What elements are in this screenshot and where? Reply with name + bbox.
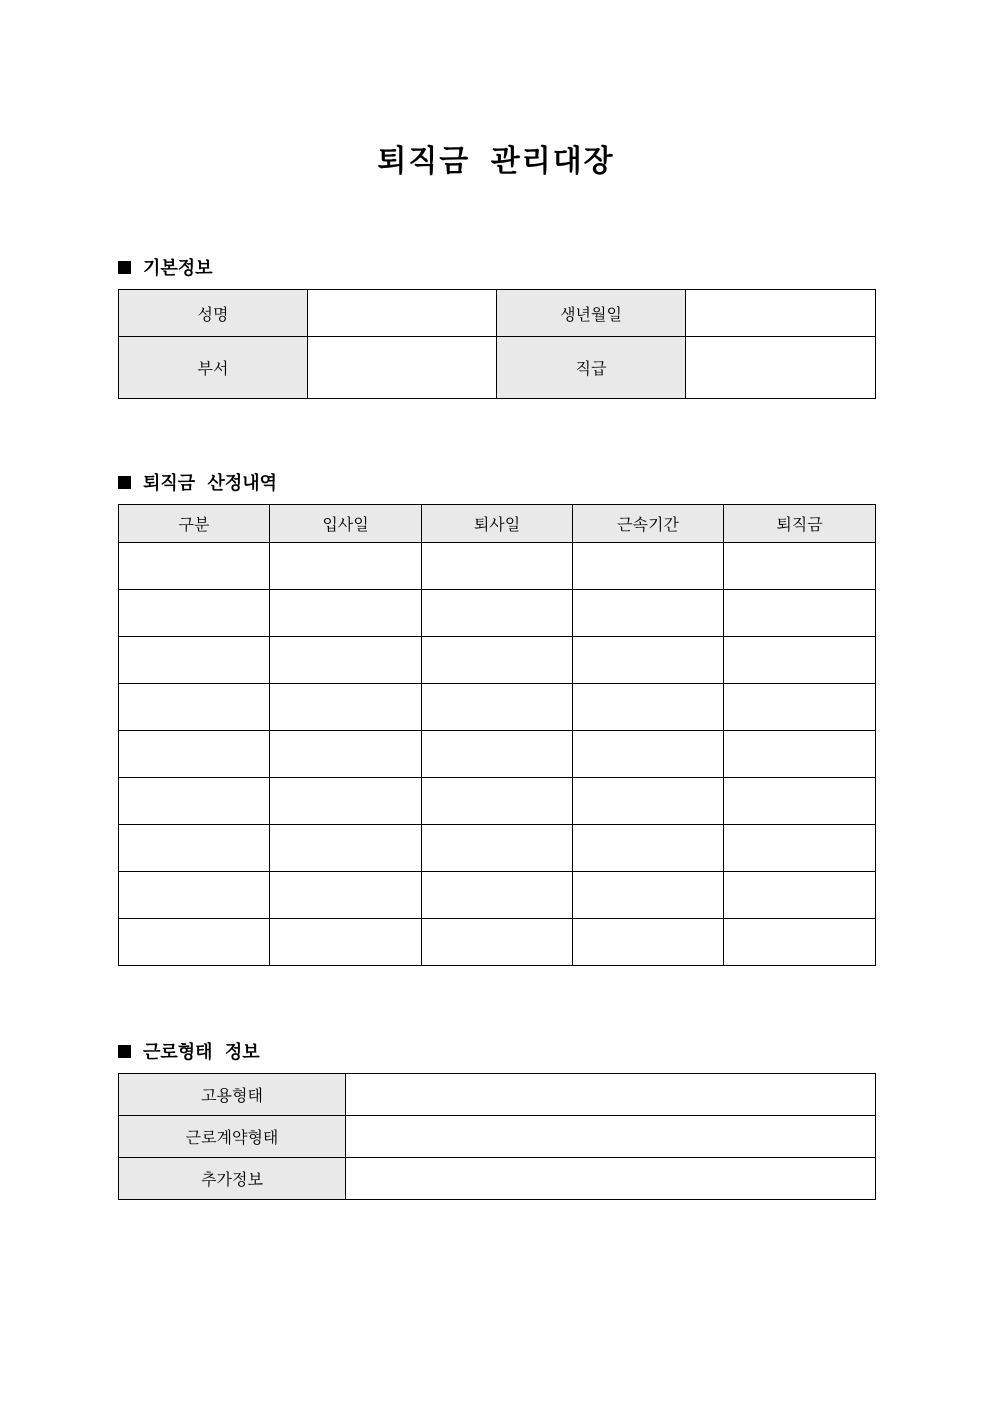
cell-category[interactable] xyxy=(119,778,270,825)
cell-category[interactable] xyxy=(119,684,270,731)
contract-type-label: 근로계약형태 xyxy=(119,1116,346,1158)
cell-hire-date[interactable] xyxy=(270,919,422,966)
position-label: 직급 xyxy=(497,337,686,399)
work-type-heading-text: 근로형태 정보 xyxy=(143,1042,260,1063)
table-row xyxy=(119,731,876,778)
table-row xyxy=(119,590,876,637)
department-label: 부서 xyxy=(119,337,308,399)
table-row xyxy=(119,543,876,590)
table-row xyxy=(119,825,876,872)
cell-category[interactable] xyxy=(119,825,270,872)
cell-hire-date[interactable] xyxy=(270,543,422,590)
cell-category[interactable] xyxy=(119,590,270,637)
department-field[interactable] xyxy=(308,337,497,399)
cell-tenure[interactable] xyxy=(573,684,724,731)
cell-hire-date[interactable] xyxy=(270,872,422,919)
cell-severance[interactable] xyxy=(724,684,876,731)
cell-severance[interactable] xyxy=(724,637,876,684)
table-row xyxy=(119,1158,876,1200)
column-header-hire-date: 입사일 xyxy=(270,505,422,543)
table-header-row xyxy=(119,505,876,543)
column-header-resign-date: 퇴사일 xyxy=(422,505,573,543)
cell-severance[interactable] xyxy=(724,778,876,825)
employment-type-label: 고용형태 xyxy=(119,1074,346,1116)
cell-tenure[interactable] xyxy=(573,778,724,825)
cell-category[interactable] xyxy=(119,872,270,919)
name-field[interactable] xyxy=(308,290,497,337)
table-row xyxy=(119,872,876,919)
table-row xyxy=(119,778,876,825)
calculation-heading xyxy=(118,469,277,495)
cell-resign-date[interactable] xyxy=(422,825,573,872)
cell-resign-date[interactable] xyxy=(422,543,573,590)
cell-category[interactable] xyxy=(119,731,270,778)
table-row xyxy=(119,919,876,966)
table-row xyxy=(119,684,876,731)
cell-resign-date[interactable] xyxy=(422,731,573,778)
cell-severance[interactable] xyxy=(724,872,876,919)
basic-info-heading xyxy=(118,254,213,280)
employment-type-field[interactable] xyxy=(346,1074,876,1116)
contract-type-field[interactable] xyxy=(346,1116,876,1158)
cell-hire-date[interactable] xyxy=(270,731,422,778)
cell-tenure[interactable] xyxy=(573,731,724,778)
cell-hire-date[interactable] xyxy=(270,825,422,872)
cell-resign-date[interactable] xyxy=(422,684,573,731)
birthdate-label: 생년월일 xyxy=(497,290,686,337)
cell-hire-date[interactable] xyxy=(270,637,422,684)
cell-resign-date[interactable] xyxy=(422,872,573,919)
name-label: 성명 xyxy=(119,290,308,337)
cell-category[interactable] xyxy=(119,637,270,684)
table-row xyxy=(119,1074,876,1116)
cell-severance[interactable] xyxy=(724,919,876,966)
square-bullet-icon xyxy=(118,476,131,489)
cell-tenure[interactable] xyxy=(573,919,724,966)
calculation-heading-text: 퇴직금 산정내역 xyxy=(143,473,277,494)
work-type-heading xyxy=(118,1038,260,1064)
cell-resign-date[interactable] xyxy=(422,919,573,966)
cell-severance[interactable] xyxy=(724,543,876,590)
cell-tenure[interactable] xyxy=(573,825,724,872)
cell-tenure[interactable] xyxy=(573,543,724,590)
calculation-table xyxy=(118,504,876,966)
cell-tenure[interactable] xyxy=(573,637,724,684)
cell-resign-date[interactable] xyxy=(422,590,573,637)
cell-tenure[interactable] xyxy=(573,872,724,919)
page-title: 퇴직금 관리대장 xyxy=(377,144,615,179)
cell-resign-date[interactable] xyxy=(422,778,573,825)
column-header-severance: 퇴직금 xyxy=(724,505,876,543)
additional-info-label: 추가정보 xyxy=(119,1158,346,1200)
cell-hire-date[interactable] xyxy=(270,684,422,731)
cell-category[interactable] xyxy=(119,543,270,590)
column-header-tenure: 근속기간 xyxy=(573,505,724,543)
cell-severance[interactable] xyxy=(724,590,876,637)
cell-hire-date[interactable] xyxy=(270,590,422,637)
column-header-category: 구분 xyxy=(119,505,270,543)
basic-info-heading-text: 기본정보 xyxy=(143,258,213,279)
square-bullet-icon xyxy=(118,1045,131,1058)
cell-category[interactable] xyxy=(119,919,270,966)
position-field[interactable] xyxy=(686,337,876,399)
table-row xyxy=(119,1116,876,1158)
table-row xyxy=(119,290,876,337)
table-row xyxy=(119,637,876,684)
square-bullet-icon xyxy=(118,261,131,274)
cell-severance[interactable] xyxy=(724,731,876,778)
additional-info-field[interactable] xyxy=(346,1158,876,1200)
cell-severance[interactable] xyxy=(724,825,876,872)
basic-info-table xyxy=(118,289,876,399)
cell-tenure[interactable] xyxy=(573,590,724,637)
cell-hire-date[interactable] xyxy=(270,778,422,825)
work-type-table xyxy=(118,1073,876,1200)
birthdate-field[interactable] xyxy=(686,290,876,337)
table-row xyxy=(119,337,876,399)
cell-resign-date[interactable] xyxy=(422,637,573,684)
